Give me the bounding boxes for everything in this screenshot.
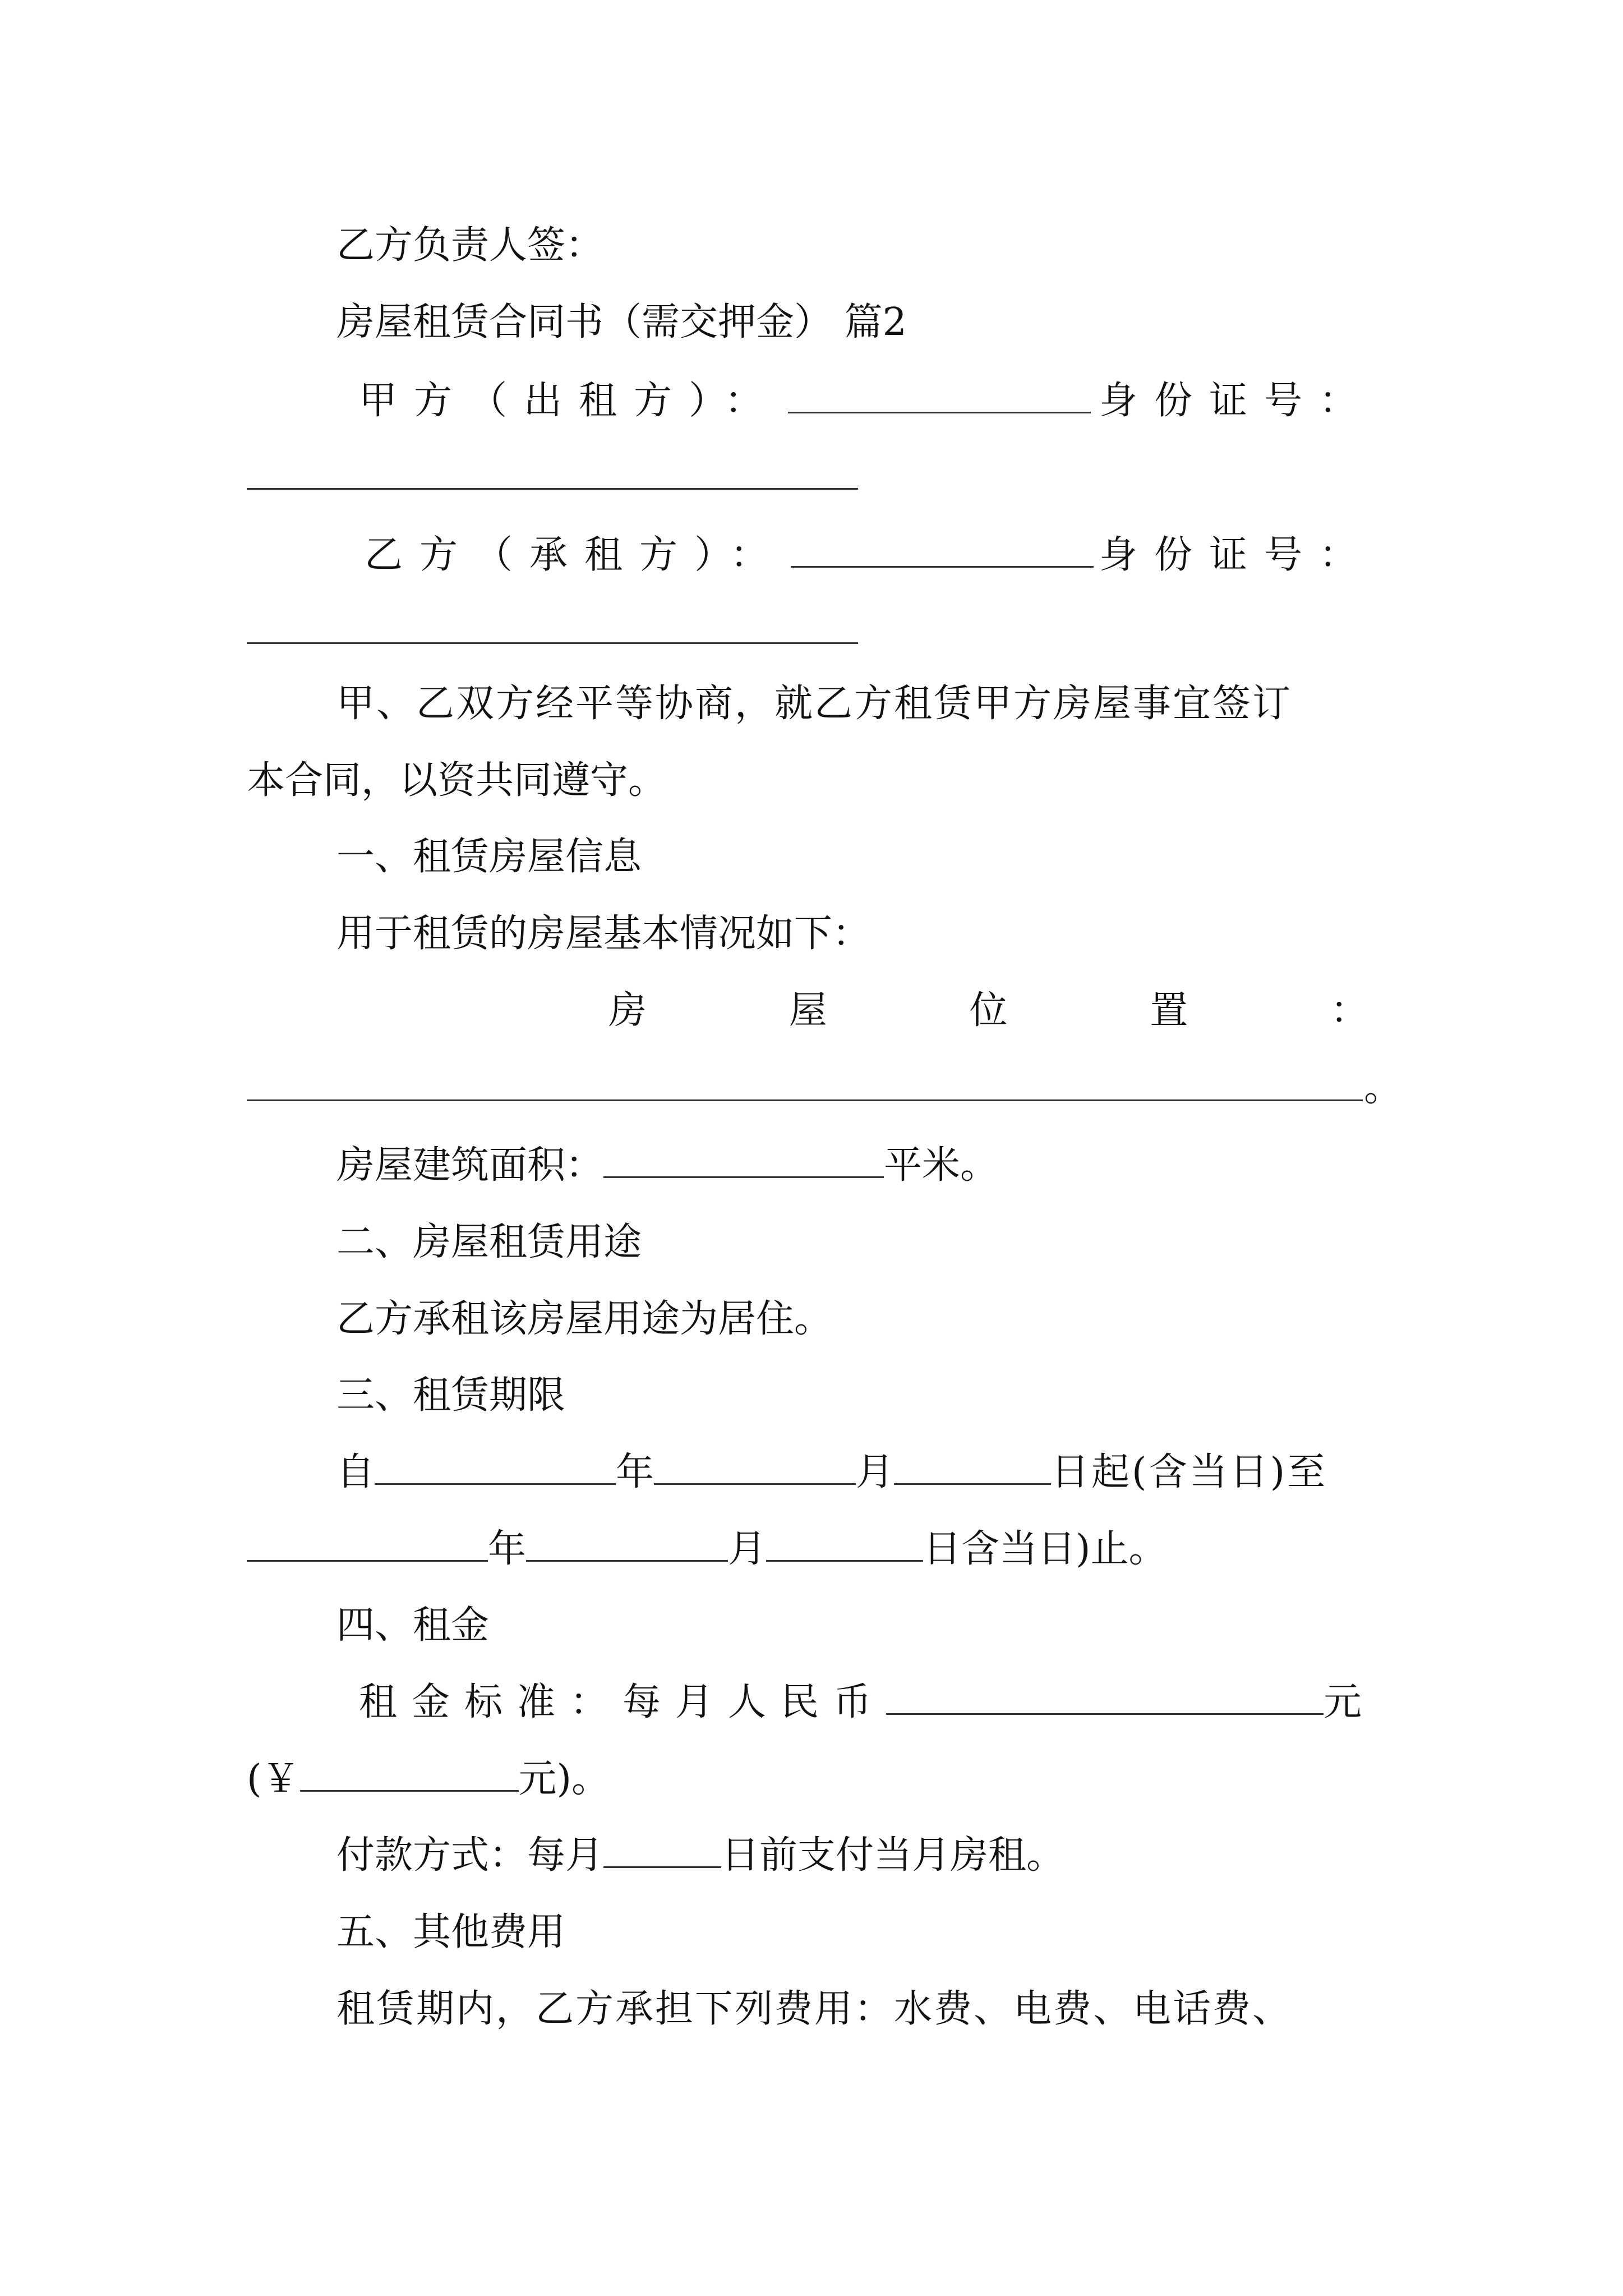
start-day-blank [894, 1448, 1051, 1485]
term-from: 自 [336, 1450, 375, 1494]
party-a-id-label: 身份证号： [1099, 379, 1374, 423]
term-start-suffix: 日起(含当日)至 [1051, 1450, 1328, 1494]
section-5-heading: 五、其他费用 [336, 1910, 566, 1954]
location-blank [247, 1099, 1363, 1101]
section-1-heading: 一、租赁房屋信息 [336, 835, 642, 879]
term-end-suffix: 日含当日)止。 [923, 1527, 1167, 1571]
end-day-blank [766, 1525, 923, 1562]
location-char-2: 屋 [789, 988, 827, 1033]
party-b-id-blank [247, 642, 858, 644]
section-1-text: 用于租赁的房屋基本情况如下： [336, 912, 871, 956]
start-year-blank [375, 1448, 616, 1485]
rent-standard-line [359, 1674, 1362, 1731]
rent-numeric-line [247, 1751, 610, 1807]
start-month-blank [654, 1448, 856, 1485]
section-5-text: 租赁期内，乙方承担下列费用：水费、电费、电话费、 [336, 1987, 1293, 2031]
party-a-row [359, 373, 1374, 429]
rent-amount-blank [886, 1678, 1324, 1715]
party-b-name-blank [791, 531, 1094, 568]
party-b-label: 乙方（承租方）： [365, 533, 786, 577]
section-2-text: 乙方承租该房屋用途为居住。 [336, 1297, 833, 1341]
location-char-4: 置 [1150, 988, 1188, 1033]
end-year-blank [247, 1525, 488, 1562]
term-start-line [336, 1444, 1327, 1501]
location-colon: ： [1330, 988, 1368, 1033]
end-month-label: 月 [728, 1527, 767, 1571]
location-char-3: 位 [969, 988, 1008, 1033]
party-a-label: 甲方（出租方）： [359, 379, 780, 423]
party-b-id-label: 身份证号： [1099, 533, 1374, 577]
rent-unit: 元 [1324, 1680, 1362, 1724]
area-unit: 平米。 [884, 1143, 999, 1188]
location-label [608, 983, 1368, 1039]
payment-day-blank [603, 1832, 721, 1868]
rent-label: 租金标准：每月人民币 [359, 1680, 887, 1724]
area-label: 房屋建筑面积： [336, 1143, 604, 1188]
document-title: 房屋租赁合同书（需交押金） 篇2 [336, 300, 907, 344]
party-a-name-blank [788, 377, 1091, 413]
area-line [336, 1138, 998, 1194]
signature-line: 乙方负责人签： [336, 223, 604, 268]
section-4-heading: 四、租金 [336, 1603, 490, 1648]
start-month-label: 月 [856, 1450, 895, 1494]
end-month-blank [526, 1525, 728, 1562]
payment-prefix: 付款方式：每月 [336, 1833, 604, 1878]
party-b-row [365, 527, 1374, 583]
intro-paragraph-line-1: 甲、乙双方经平等协商，就乙方租赁甲方房屋事宜签订 [336, 682, 1293, 726]
rent-paren-close: 元)。 [518, 1757, 610, 1801]
start-year-label: 年 [616, 1450, 654, 1494]
area-blank [603, 1142, 884, 1178]
rent-paren-open: (￥ [247, 1757, 300, 1801]
rent-numeric-blank [300, 1755, 519, 1792]
term-end-line [247, 1521, 1167, 1577]
party-a-id-blank [247, 488, 858, 490]
section-3-heading: 三、租赁期限 [336, 1373, 566, 1418]
section-2-heading: 二、房屋租赁用途 [336, 1220, 642, 1264]
payment-suffix: 日前支付当月房租。 [721, 1833, 1065, 1878]
end-year-label: 年 [488, 1527, 527, 1571]
location-period: 。 [1364, 1066, 1403, 1110]
intro-paragraph-line-2: 本合同，以资共同遵守。 [247, 758, 667, 803]
payment-line [336, 1828, 1064, 1884]
location-char-1: 房 [608, 988, 647, 1033]
